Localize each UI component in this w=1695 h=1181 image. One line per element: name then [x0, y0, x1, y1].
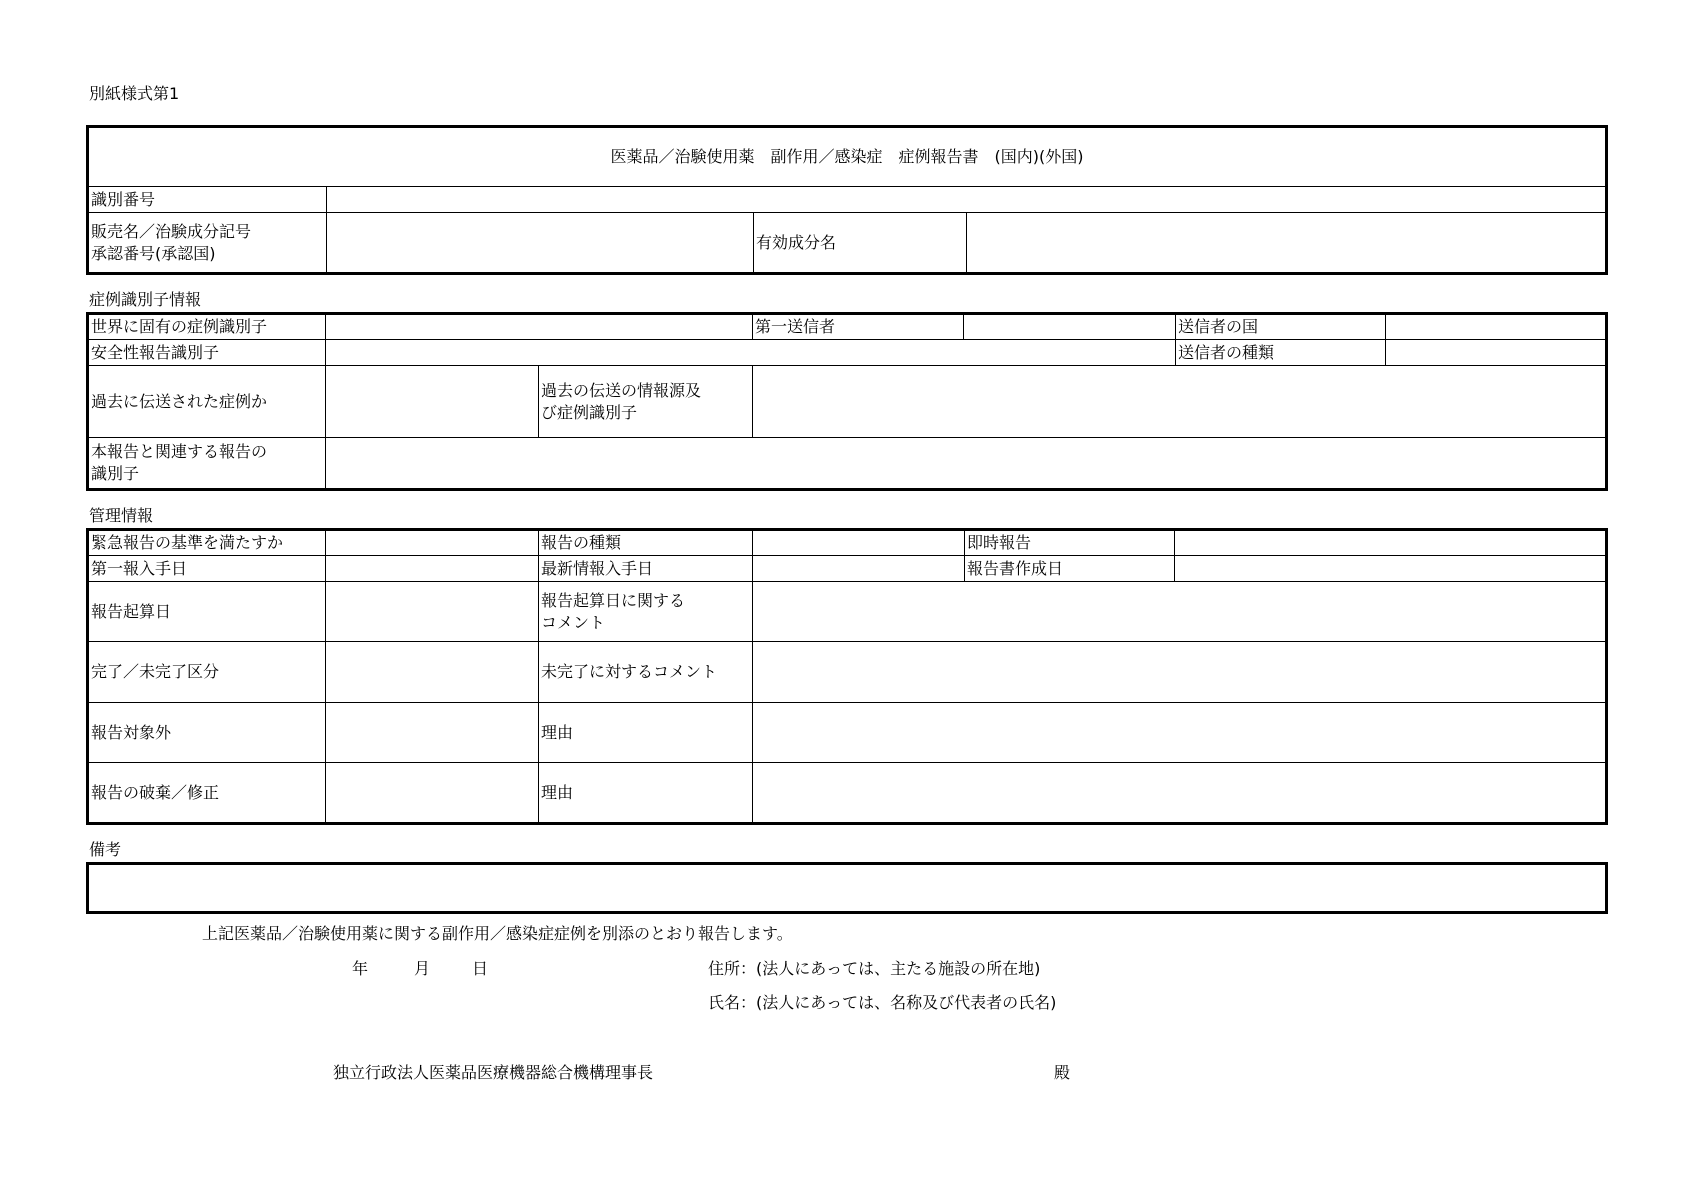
nullification-field[interactable] — [326, 763, 539, 824]
safety-report-id-label: 安全性報告識別子 — [88, 340, 326, 366]
id-number-field[interactable] — [327, 187, 1607, 213]
previous-source-field[interactable] — [753, 366, 1607, 438]
start-date-label: 報告起算日 — [88, 582, 326, 642]
start-date-field[interactable] — [326, 582, 539, 642]
first-received-field[interactable] — [326, 556, 539, 582]
urgent-label: 緊急報告の基準を満たすか — [88, 530, 326, 556]
created-date-label: 報告書作成日 — [965, 556, 1175, 582]
remarks-field[interactable] — [88, 864, 1607, 913]
honorific: 殿 — [1054, 1063, 1071, 1082]
remarks-table — [86, 862, 1608, 914]
active-ingredient-label: 有効成分名 — [754, 213, 967, 274]
incomplete-comment-field[interactable] — [753, 642, 1607, 703]
urgent-field[interactable] — [326, 530, 539, 556]
addressee: 独立行政法人医薬品医療機器総合機構理事長 — [333, 1063, 654, 1082]
previous-source-label — [539, 366, 753, 438]
start-date-comment-line2: コメント — [541, 612, 606, 632]
admin-heading: 管理情報 — [89, 506, 154, 525]
nullification-label: 報告の破棄／修正 — [88, 763, 326, 824]
product-label-line1: 販売名／治験成分記号 — [91, 221, 252, 241]
sender-type-label: 送信者の種類 — [1176, 340, 1386, 366]
name-line: 氏名：(法人にあっては、名称及び代表者の氏名) — [708, 993, 1057, 1012]
previous-source-line1: 過去の伝送の情報源及 — [541, 380, 702, 400]
latest-received-field[interactable] — [753, 556, 965, 582]
case-id-table — [86, 312, 1608, 491]
admin-table — [86, 528, 1608, 825]
related-report-line1: 本報告と関連する報告の — [91, 442, 268, 461]
nullification-reason-field[interactable] — [753, 763, 1607, 824]
previously-transmitted-field[interactable] — [326, 366, 539, 438]
safety-report-id-field[interactable] — [326, 340, 1176, 366]
report-title: 医薬品／治験使用薬 副作用／感染症 症例報告書 (国内)(外国) — [88, 127, 1607, 187]
completion-field[interactable] — [326, 642, 539, 703]
immediate-field[interactable] — [1175, 530, 1607, 556]
address-line: 住所：(法人にあっては、主たる施設の所在地) — [708, 959, 1041, 978]
product-label-line2: 承認番号(承認国) — [91, 243, 216, 263]
immediate-label: 即時報告 — [965, 530, 1175, 556]
completion-label: 完了／未完了区分 — [88, 642, 326, 703]
form-number: 別紙様式第1 — [89, 84, 180, 103]
product-field[interactable] — [327, 213, 754, 274]
worldwide-case-id-field[interactable] — [326, 314, 753, 340]
first-received-label: 第一報入手日 — [88, 556, 326, 582]
previous-source-line2: び症例識別子 — [541, 402, 638, 422]
incomplete-comment-label: 未完了に対するコメント — [539, 642, 753, 703]
remarks-heading: 備考 — [89, 840, 122, 859]
excluded-label: 報告対象外 — [88, 703, 326, 763]
excluded-reason-label: 理由 — [539, 703, 753, 763]
first-sender-field[interactable] — [964, 314, 1176, 340]
active-ingredient-field[interactable] — [967, 213, 1607, 274]
excluded-reason-field[interactable] — [753, 703, 1607, 763]
latest-received-label: 最新情報入手日 — [539, 556, 753, 582]
date-year: 年 — [352, 959, 369, 978]
related-report-label — [88, 438, 326, 490]
nullification-reason-label: 理由 — [539, 763, 753, 824]
start-date-comment-field[interactable] — [753, 582, 1607, 642]
case-id-heading: 症例識別子情報 — [89, 290, 202, 309]
created-date-field[interactable] — [1175, 556, 1607, 582]
header-table — [86, 125, 1608, 275]
id-number-label: 識別番号 — [88, 187, 327, 213]
start-date-comment-label — [539, 582, 753, 642]
sender-country-field[interactable] — [1386, 314, 1607, 340]
report-type-field[interactable] — [753, 530, 965, 556]
related-report-field[interactable] — [326, 438, 1607, 490]
date-day: 日 — [472, 959, 489, 978]
first-sender-label: 第一送信者 — [753, 314, 964, 340]
report-type-label: 報告の種類 — [539, 530, 753, 556]
sender-country-label: 送信者の国 — [1176, 314, 1386, 340]
excluded-field[interactable] — [326, 703, 539, 763]
related-report-line2: 識別子 — [91, 464, 140, 483]
report-statement: 上記医薬品／治験使用薬に関する副作用／感染症症例を別添のとおり報告します。 — [202, 924, 793, 943]
date-month: 月 — [414, 959, 431, 978]
product-label — [88, 213, 327, 274]
sender-type-field[interactable] — [1386, 340, 1607, 366]
start-date-comment-line1: 報告起算日に関する — [541, 590, 686, 610]
worldwide-case-id-label: 世界に固有の症例識別子 — [88, 314, 326, 340]
previously-transmitted-label: 過去に伝送された症例か — [88, 366, 326, 438]
